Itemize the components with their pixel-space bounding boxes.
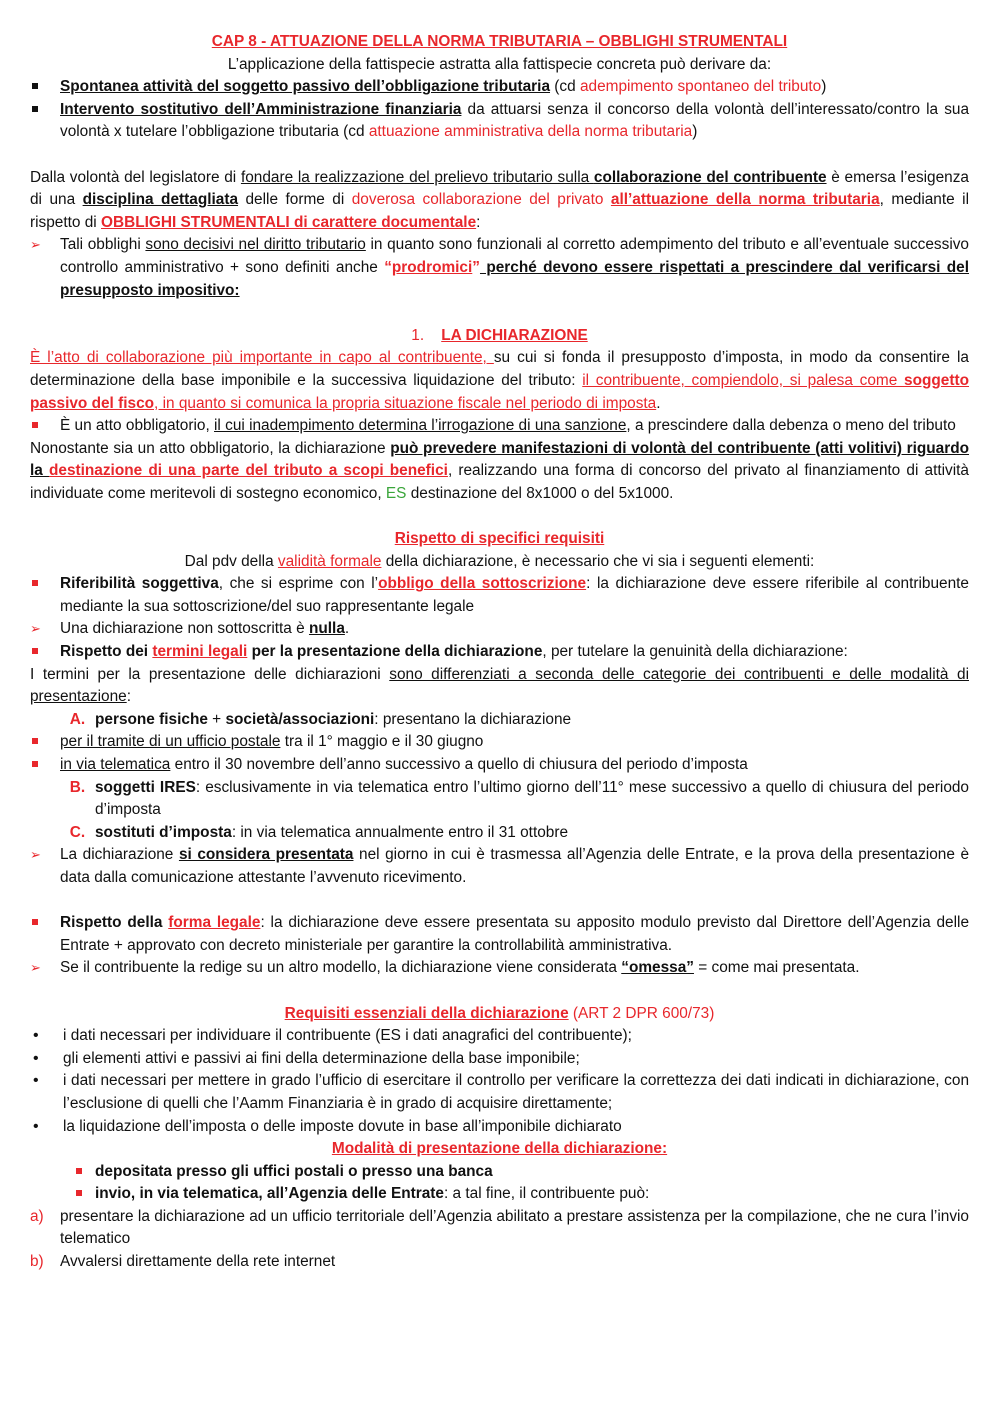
list-item-text: La dichiarazione si considera presentata nel giorno in cui è trasmessa all’Agenzia delle Entrate, e la prova della presentazione è data dalla comunicazione attestante l’avvenuto ricevimento.: [60, 846, 970, 886]
square-bullet-icon: [30, 99, 60, 122]
list-item: [30, 912, 969, 957]
list-item-text: Intervento sostitutivo dell’Amministrazione finanziaria da attuarsi senza il concorso della volontà dell’interessato/contro la sua volontà x tutelare l’obbligazione tributaria (cd attuazione amministrativa della norma tributaria): [60, 100, 970, 141]
list-item-text: i dati necessari per mettere in grado l’ufficio di esercitare il controllo per verificare la correttezza dei dati indicati in dichiarazione, con l’esclusione di quelli che l’Aamm Finanziaria è in grado di acquisire direttamente;: [63, 1072, 969, 1112]
list-item: [30, 415, 969, 438]
list-item-text: persone fisiche + società/associazioni: presentano la dichiarazione: [95, 710, 572, 728]
list-item: [30, 573, 969, 618]
list-item: [30, 99, 969, 144]
subsection-intro: Dal pdv della validità formale della dichiarazione, è necessario che vi sia i seguenti elementi:: [184, 552, 815, 570]
list-item-text: Tali obblighi sono decisivi nel diritto tributario in quanto sono funzionali al corretto adempimento del tributo e all’eventuale successivo controllo amministrativo + sono definiti anche “prodromici” perché devono essere rispettati a prescindere dal verificarsi del presupposto impositivo:: [60, 236, 970, 299]
list-marker: A.: [69, 710, 86, 728]
list-item: [30, 1025, 969, 1048]
arrow-bullet-icon: ➢: [30, 960, 41, 976]
arrow-bullet-icon: ➢: [30, 621, 41, 637]
list-marker: a): [30, 1207, 44, 1225]
section-heading: 1. LA DICHIARAZIONE: [411, 326, 588, 344]
subsection-title: Modalità di presentazione della dichiarazione:: [331, 1140, 668, 1158]
paragraph-dichiarazione: È l’atto di collaborazione più importante in capo al contribuente, su cui si fonda il presupposto d’imposta, in modo da consentire la determinazione della base imponibile e la successiva liquidazione del tributo: il contribuente, compiendolo, si palesa come soggetto passivo del fisco, in quanto si comunica la propria situazione fiscale nel periodo di imposta.: [30, 349, 969, 412]
subsection-title: Rispetto di specifici requisiti: [394, 530, 605, 548]
paragraph-collaborazione: Dalla volontà del legislatore di fondare la realizzazione del prelievo tributario sulla collaborazione del contribuente è emersa l’esigenza di una disciplina dettagliata delle forme di doverosa collaborazione del privato all’attuazione della norma tributaria, mediante il rispetto di OBBLIGHI STRUMENTALI di carattere documentale:: [30, 168, 970, 231]
list-item-text: invio, in via telematica, all’Agenzia delle Entrate: a tal fine, il contribuente può:: [95, 1185, 650, 1203]
list-item-text: Spontanea attività del soggetto passivo dell’obbligazione tributaria (cd adempimento spontaneo del tributo): [60, 78, 827, 96]
square-bullet-icon: [60, 1161, 95, 1184]
list-item: [30, 777, 969, 822]
list-item-text: Una dichiarazione non sottoscritta è nulla.: [60, 620, 350, 638]
square-bullet-icon: [30, 641, 60, 664]
paragraph-nonostante: Nonostante sia un atto obbligatorio, la dichiarazione può prevedere manifestazioni di volontà del contribuente (atti volitivi) riguardo la destinazione di una parte del tributo a scopi benefici, realizzando una forma di concorso del privato al finanziamento di attività individuate come meritevoli di sostegno economico, ES destinazione del 8x1000 o del 5x1000.: [30, 439, 970, 502]
paragraph-termini: I termini per la presentazione delle dichiarazioni sono differenziati a seconda delle categorie dei contribuenti e delle modalità di presentazione:: [30, 665, 969, 706]
list-item-text: Avvalersi direttamente della rete internet: [60, 1253, 336, 1271]
list-item-text: Rispetto dei termini legali per la presentazione della dichiarazione, per tutelare la genuinità della dichiarazione:: [60, 643, 848, 661]
square-bullet-icon: [30, 76, 60, 99]
page-title: CAP 8 - ATTUAZIONE DELLA NORMA TRIBUTARIA – OBBLIGHI STRUMENTALI: [211, 33, 788, 50]
list-item-text: Riferibilità soggettiva, che si esprime con l’obbligo della sottoscrizione: la dichiarazione deve essere riferibile al contribuente mediante la sua sottoscrizione/del suo rappresentante legale: [60, 575, 969, 615]
dot-bullet-icon: •: [33, 1117, 39, 1135]
list-item: [30, 1251, 969, 1274]
subsection-title: Requisiti essenziali della dichiarazione (ART 2 DPR 600/73): [284, 1004, 715, 1022]
list-marker: C.: [69, 823, 86, 841]
arrow-bullet-icon: ➢: [30, 237, 41, 253]
list-item: [30, 1070, 969, 1115]
list-item-text: depositata presso gli uffici postali o presso una banca: [95, 1162, 493, 1180]
arrow-bullet-icon: ➢: [30, 847, 41, 863]
list-item: [30, 1116, 969, 1139]
list-item: [30, 709, 969, 732]
list-item: [30, 641, 969, 664]
list-item-text: per il tramite di un ufficio postale tra il 1° maggio e il 30 giugno: [60, 733, 484, 751]
list-item: [30, 1183, 969, 1206]
list-item: [30, 754, 969, 777]
dot-bullet-icon: •: [33, 1072, 39, 1090]
intro-text: L’applicazione della fattispecie astratta alla fattispecie concreta può derivare da:: [227, 55, 772, 73]
square-bullet-icon: [30, 754, 60, 777]
list-item-text: i dati necessari per individuare il contribuente (ES i dati anagrafici del contribuente);: [63, 1027, 632, 1045]
list-item: [30, 76, 969, 99]
list-item-text: la liquidazione dell’imposta o delle imposte dovute in base all’imponibile dichiarato: [63, 1117, 622, 1135]
square-bullet-icon: [30, 731, 60, 754]
list-item-text: Se il contribuente la redige su un altro modello, la dichiarazione viene considerata “omessa” = come mai presentata.: [60, 959, 860, 977]
list-item-text: in via telematica entro il 30 novembre dell’anno successivo a quello di chiusura del periodo d’imposta: [60, 756, 748, 773]
list-item-text: presentare la dichiarazione ad un ufficio territoriale dell’Agenzia abilitato a prestare assistenza per la compilazione, che ne cura l’invio telematico: [60, 1207, 969, 1248]
dot-bullet-icon: •: [33, 1049, 39, 1067]
square-bullet-icon: [30, 912, 60, 935]
list-item-text: soggetti IRES: esclusivamente in via telematica entro l’ultimo giorno dell’11° mese successivo a quello di chiusura del periodo d’imposta: [95, 778, 969, 819]
list-marker: B.: [69, 778, 86, 796]
list-item-text: Rispetto della forma legale: la dichiarazione deve essere presentata su apposito modulo previsto dal Direttore dell’Agenzia delle Entrate + approvato con decreto ministeriale per garantire la controllabilità amministrativa.: [60, 914, 970, 954]
list-item: [30, 1048, 969, 1071]
square-bullet-icon: [30, 573, 60, 596]
list-item-text: È un atto obbligatorio, il cui inadempimento determina l’irrogazione di una sanzione, a prescindere dalla debenza o meno del tributo: [60, 417, 956, 435]
list-item-text: sostituti d’imposta: in via telematica annualmente entro il 31 ottobre: [95, 823, 569, 841]
list-item: [30, 618, 969, 641]
list-item: [30, 822, 969, 845]
list-item: [30, 1161, 969, 1184]
square-bullet-icon: [60, 1183, 95, 1206]
list-marker: b): [30, 1253, 44, 1271]
list-item: [30, 731, 969, 754]
square-bullet-icon: [30, 415, 60, 438]
list-item: [30, 957, 969, 980]
list-item: [30, 234, 969, 302]
dot-bullet-icon: •: [33, 1027, 39, 1045]
list-item: [30, 1206, 969, 1251]
list-item-text: gli elementi attivi e passivi ai fini della determinazione della base imponibile;: [63, 1049, 580, 1067]
list-item: [30, 844, 969, 889]
